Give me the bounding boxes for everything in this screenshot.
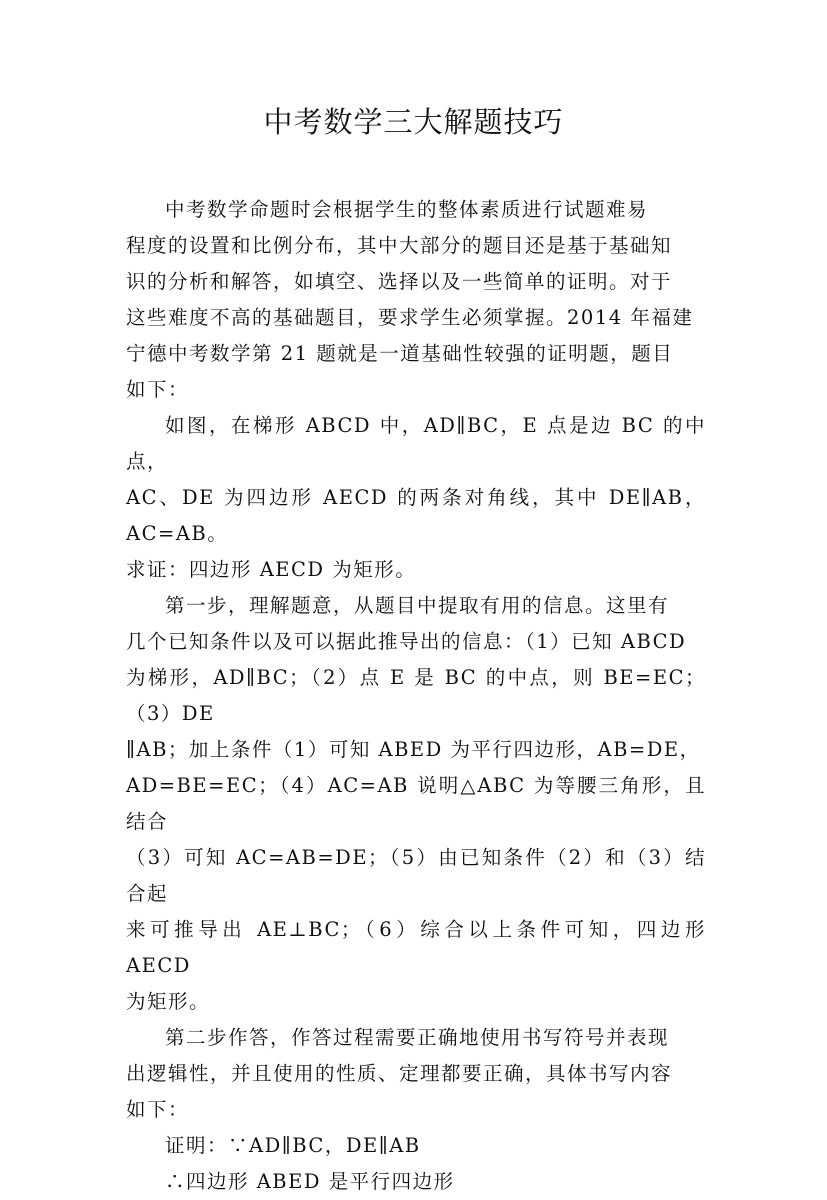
paragraph-step-one: 第一步，理解题意，从题目中提取有用的信息。这里有 几个已知条件以及可以据此推导出的信息：（1）已知 ABCD 为梯形，AD∥BC；（2）点 E 是 BC 的中点，则 BE=EC；（3）DE ∥AB；加上条件（1）可知 ABED 为平行四边形，AB=DE， AD=BE=EC；（4）AC=AB 说明△ABC 为等腰三角形，且结合 （3）可知 AC=AB=DE；（5）由已知条件（2）和（3）结合起 来可推导出 AE⊥BC；（6）综合以上条件可知，四边形 AECD 为矩形。: [126, 594, 706, 1013]
document-body: [126, 192, 706, 1200]
paragraph-proof-line-2: ∴四边形 ABED 是平行四边形: [165, 1170, 455, 1193]
document-title: 中考数学三大解题技巧: [263, 105, 564, 139]
paragraph-intro: 中考数学命题时会根据学生的整体素质进行试题难易 程度的设置和比例分布，其中大部分的题目还是基于基础知 识的分析和解答，如填空、选择以及一些简单的证明。对于 这些难度不高的基础题目，要求学生必须掌握。2014 年福建 宁德中考数学第 21 题就是一道基础性较强的证明题，题目 如下：: [126, 198, 694, 401]
paragraph-problem: 如图，在梯形 ABCD 中，AD∥BC，E 点是边 BC 的中点， AC、DE 为四边形 AECD 的两条对角线，其中 DE∥AB，AC=AB。 求证：四边形 AECD 为矩形。: [126, 414, 706, 581]
paragraph-step-two: 第二步作答，作答过程需要正确地使用书写符号并表现 出逻辑性，并且使用的性质、定理都要正确，具体书写内容 如下：: [126, 1026, 673, 1121]
paragraph-proof-line-1: 证明：∵AD∥BC，DE∥AB: [165, 1134, 421, 1157]
